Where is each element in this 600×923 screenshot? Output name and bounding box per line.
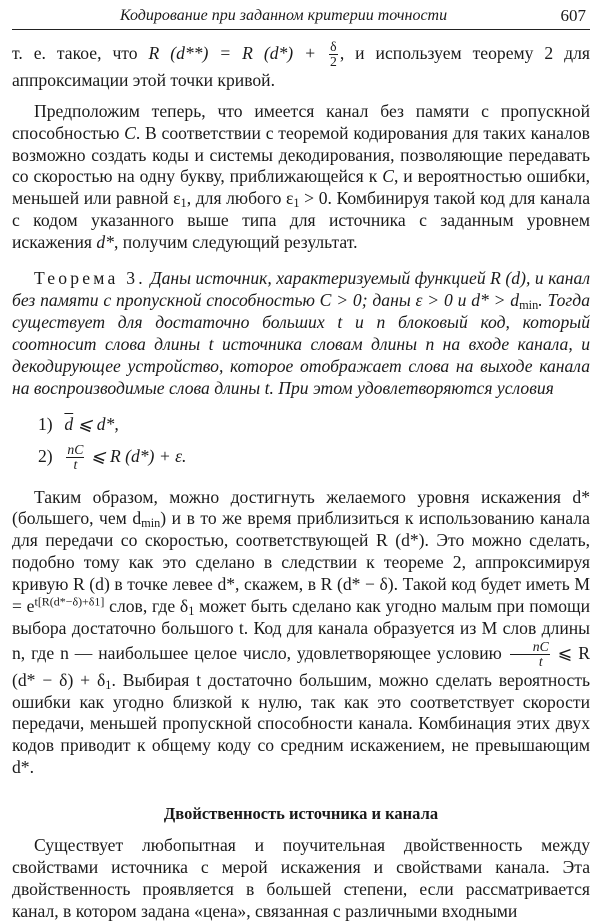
fraction-delta-over-2: $\frac{\delta}{2}$ (329, 39, 337, 70)
fraction-nc-over-t: $\frac{nC}{t}$ (67, 441, 84, 472)
running-title: Кодирование при заданном критерии точности (120, 7, 448, 24)
paragraph-duality: Существует любопытная и поучительная двойственность между свойствами источника с мерой искажения и свойствами канала. Эта двойственность проявляется в большей степени, если рассматривается канал, в котором задана «цена», связанная с различными входными (12, 835, 590, 921)
paragraph-achievability: Таким образом, можно достигнуть желаемого уровня искажения d* (большего, чем $d_{min}$) и в то же время приблизиться к использованию канала для передачи со скоростью, соответствующей R (d*). Это можно сделать, подобно тому как это сделано в следствии к теореме 2, аппроксимируя кривую R (d) в точке левее d*, скажем, в R (d* − δ). Такой код будет иметь $M = e^{t[R(d*-\delta)+\delta 1]}$ слов, где $\delta_1$ может быть сделано как угодно малым при помощи выбора достаточно большого t. Код для канала образуется из M слов длины n, где n — наибольшее целое число, удовлетворяющее условию $\frac{nC}{t}$ ⩽ R $(d* - \delta) + \delta_1$. Выбирая t достаточно большим, можно сделать вероятность ошибки как угодно близкой к нулю, так как это соответствует скорости передачи, меньшей пропускной способности канала. Комбинация этих двух кодов приводит к общему коду со средним искажением, не превышающим d*. (12, 486, 590, 778)
running-header (12, 3, 590, 30)
body-text (12, 40, 590, 923)
theorem-3: Теорема 3. Даны источник, характеризуемый функцией R (d), и канал без памяти с пропускной способностью C > 0; даны ε > 0 и $d* > d_{min}$. Тогда существует для достаточно больших t и n блоковый код, который соотносит слова длины t источника словам длины n на входе канала, и декодирующее устройство, которое отображает слова на выходе канала на воспроизводимые слова длины t. При этом удовлетворяются условия (12, 268, 590, 398)
condition-2: 2) $\frac{nC}{t}$ ⩽ R (d*) + ε. (38, 441, 187, 472)
paragraph-continuation: т. е. такое, что R (d**) = R (d*) + $\frac{\delta}{2}$ , и используем теорему 2 для аппроксимации этой точки кривой. (12, 39, 590, 90)
condition-1: 1) $\overline{d}$ ⩽ d*, (38, 413, 119, 434)
page (12, 0, 590, 923)
paragraph-channel: Предположим теперь, что имеется канал без памяти с пропускной способностью C. В соответствии с теоремой кодирования для таких каналов возможно создать коды и системы декодирования, позволяющие передавать со скоростью на одну букву, приближающейся к C, и вероятностью ошибки, меньшей или равной $\varepsilon_1$, для любого $\varepsilon_1 > 0$. Комбинируя такой код для канала с кодом указанного выше типа для источника с заданным уровнем искажения d*, получим следующий результат. (12, 100, 591, 253)
fraction-nc-over-t-inline: $\frac{nC}{t}$ (510, 640, 550, 670)
section-heading: Двойственность источника и канала (163, 804, 439, 824)
page-number: 607 (560, 6, 586, 25)
theorem-label: Теорема 3. (34, 268, 146, 289)
